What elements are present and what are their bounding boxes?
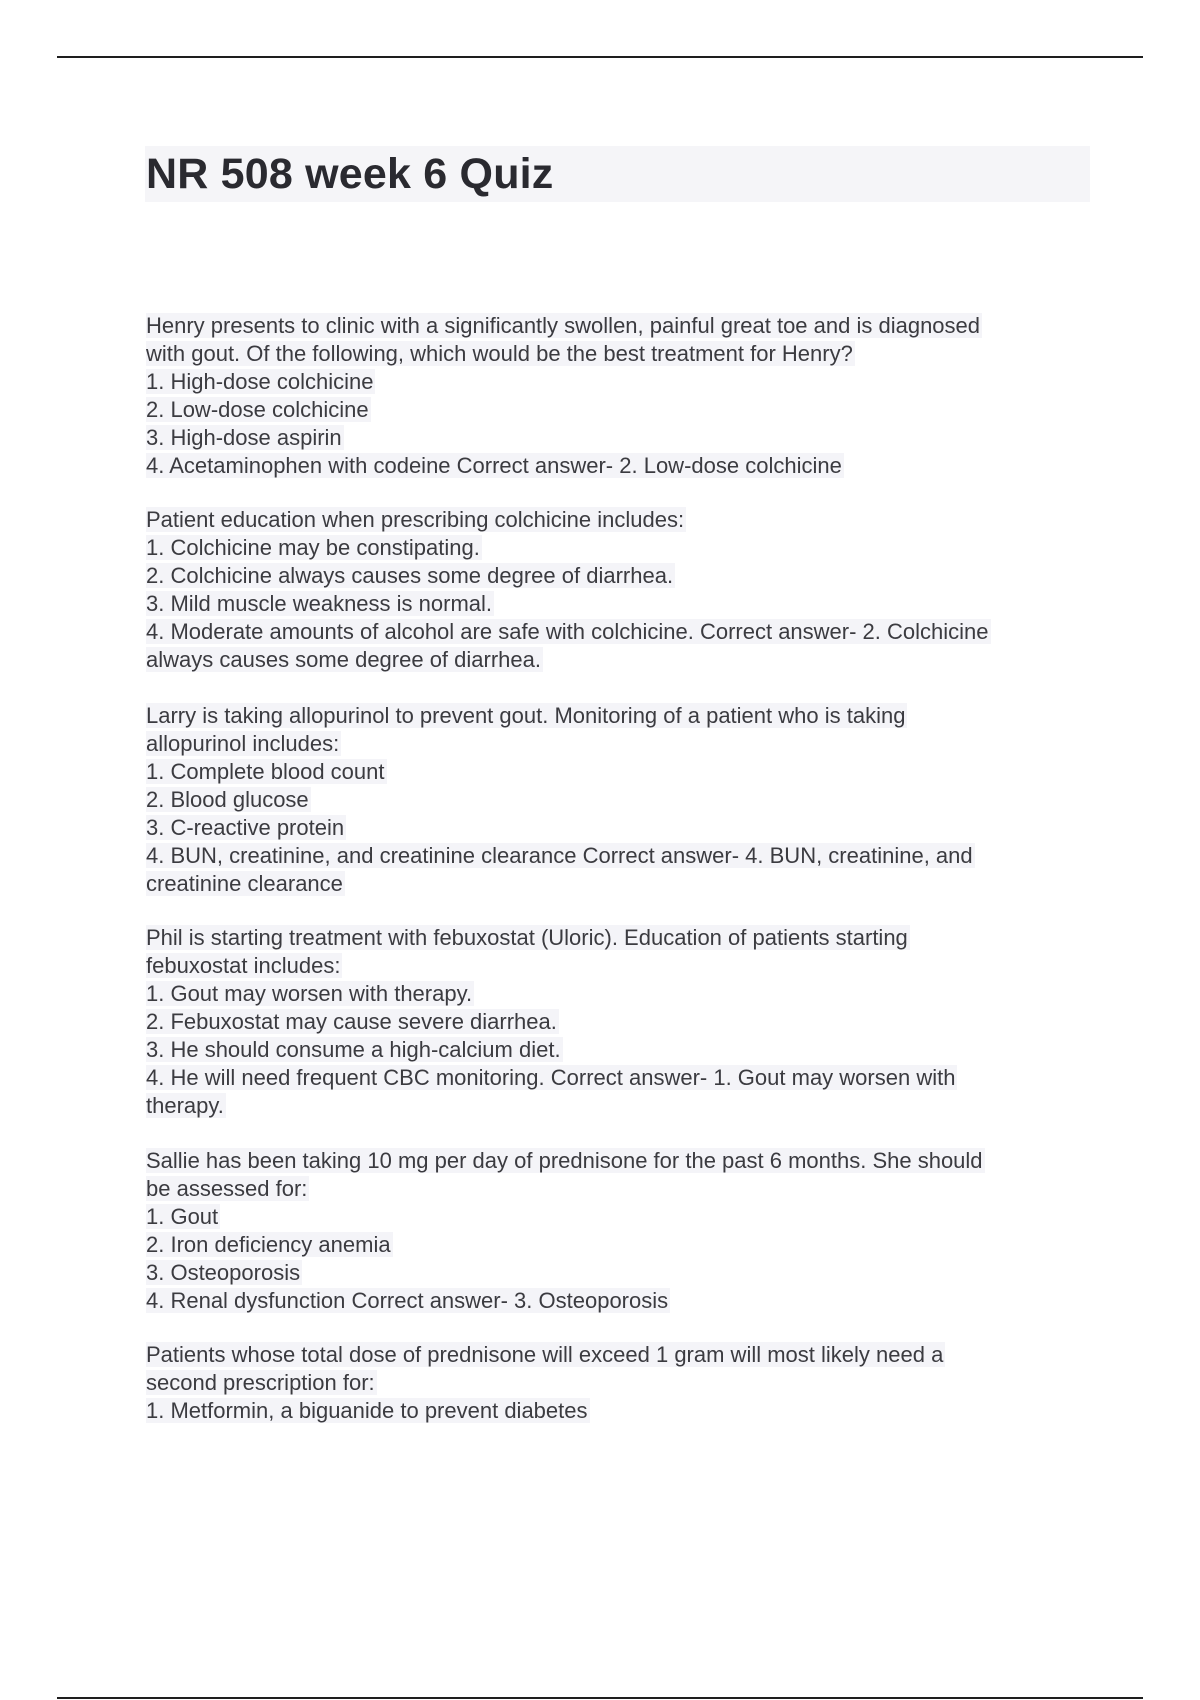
question-line: allopurinol includes: <box>146 731 340 756</box>
top-rule <box>57 56 1143 58</box>
question-line: Patients whose total dose of prednisone will exceed 1 gram will most likely need a <box>146 1342 944 1367</box>
question-block-6 <box>146 1341 1091 1425</box>
question-line: with gout. Of the following, which would be the best treatment for Henry? <box>146 341 853 366</box>
question-block-4 <box>146 924 1091 1120</box>
answer-option: 2. Iron deficiency anemia <box>146 1232 391 1257</box>
answer-option: 2. Blood glucose <box>146 787 309 812</box>
question-line: febuxostat includes: <box>146 953 341 978</box>
answer-option: 1. Complete blood count <box>146 759 385 784</box>
answer-option: 3. C-reactive protein <box>146 815 345 840</box>
question-line: Henry presents to clinic with a significantly swollen, painful great toe and is diagnosed <box>146 313 981 338</box>
answer-option: 3. Mild muscle weakness is normal. <box>146 591 493 616</box>
question-block-5 <box>146 1147 1091 1315</box>
question-line: second prescription for: <box>146 1370 375 1395</box>
answer-option: 2. Low-dose colchicine <box>146 397 369 422</box>
question-block-2 <box>146 506 1091 674</box>
answer-option-with-correct-answer: 4. He will need frequent CBC monitoring. Correct answer- 1. Gout may worsen with <box>146 1065 956 1090</box>
answer-option: 3. He should consume a high-calcium diet. <box>146 1037 561 1062</box>
answer-option-with-correct-answer: 4. Moderate amounts of alcohol are safe with colchicine. Correct answer- 2. Colchicine <box>146 619 989 644</box>
question-line: Sallie has been taking 10 mg per day of prednisone for the past 6 months. She should <box>146 1148 983 1173</box>
correct-answer-continuation: therapy. <box>146 1093 224 1118</box>
answer-option: 1. Gout <box>146 1204 219 1229</box>
question-line: Phil is starting treatment with febuxostat (Uloric). Education of patients starting <box>146 925 908 950</box>
answer-option: 3. Osteoporosis <box>146 1260 301 1285</box>
answer-option: 1. High-dose colchicine <box>146 369 374 394</box>
answer-option: 3. High-dose aspirin <box>146 425 342 450</box>
answer-option: 1. Colchicine may be constipating. <box>146 535 480 560</box>
answer-option-with-correct-answer: 4. BUN, creatinine, and creatinine clearance Correct answer- 4. BUN, creatinine, and <box>146 843 973 868</box>
question-line: Patient education when prescribing colchicine includes: <box>146 507 685 532</box>
answer-option-with-correct-answer: 4. Acetaminophen with codeine Correct answer- 2. Low-dose colchicine <box>146 453 842 478</box>
question-block-1 <box>146 312 1091 480</box>
question-line: be assessed for: <box>146 1176 308 1201</box>
answer-option: 2. Colchicine always causes some degree of diarrhea. <box>146 563 674 588</box>
answer-option: 1. Gout may worsen with therapy. <box>146 981 473 1006</box>
correct-answer-continuation: creatinine clearance <box>146 871 343 896</box>
page-title: NR 508 week 6 Quiz <box>146 150 554 198</box>
bottom-rule <box>57 1697 1143 1699</box>
answer-option: 2. Febuxostat may cause severe diarrhea. <box>146 1009 557 1034</box>
question-block-3 <box>146 702 1091 898</box>
answer-option: 1. Metformin, a biguanide to prevent diabetes <box>146 1398 588 1423</box>
answer-option-with-correct-answer: 4. Renal dysfunction Correct answer- 3. Osteoporosis <box>146 1288 669 1313</box>
correct-answer-continuation: always causes some degree of diarrhea. <box>146 647 541 672</box>
question-line: Larry is taking allopurinol to prevent gout. Monitoring of a patient who is taking <box>146 703 906 728</box>
